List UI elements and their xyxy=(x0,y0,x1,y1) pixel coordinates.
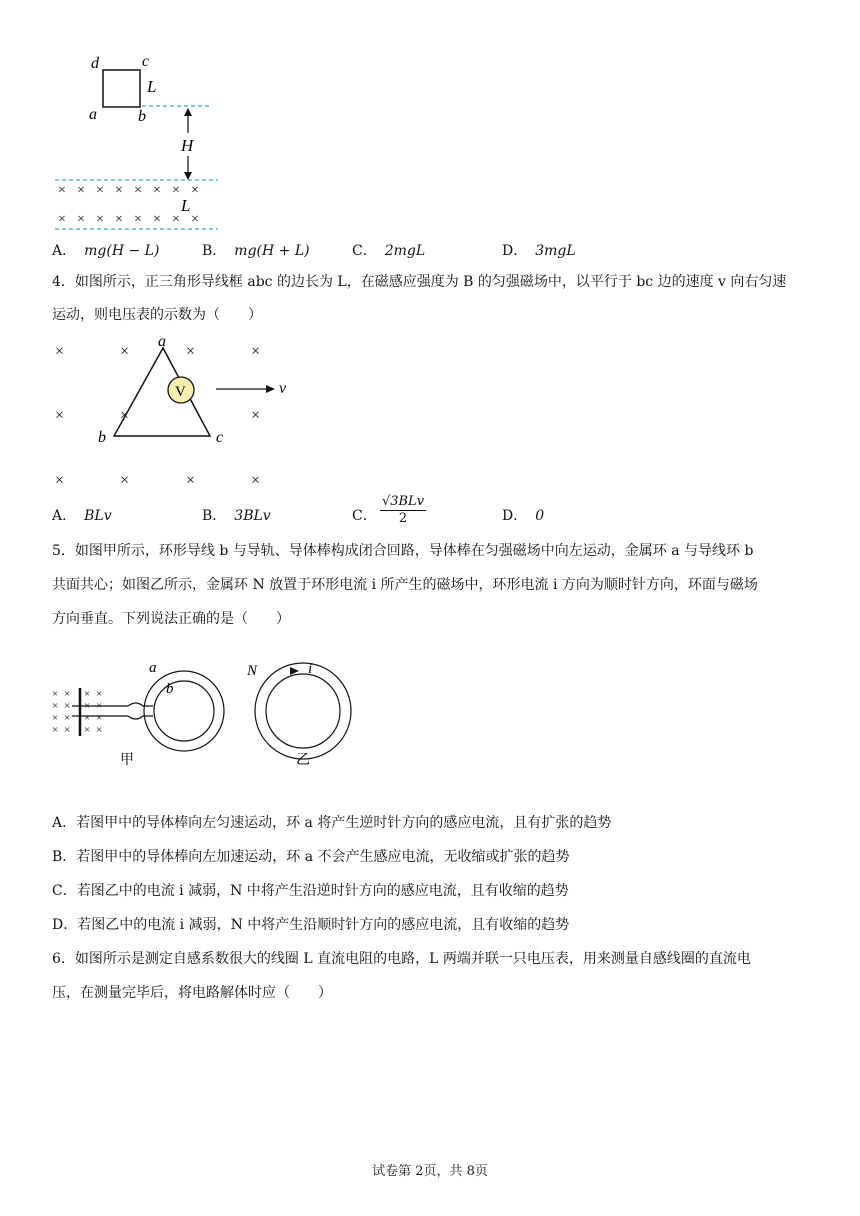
svg-text:×: × xyxy=(251,343,261,360)
svg-text:×: × xyxy=(52,700,59,712)
q5-stem-line3: 方向垂直。下列说法正确的是（ ） xyxy=(52,611,290,627)
q6-stem-line1: 6．如图所示是测定自感系数很大的线圈 L 直流电阻的电路，L 两端并联一只电压表，用来测量自感线圈的直流电 xyxy=(52,951,751,967)
label-b: b xyxy=(138,108,146,125)
q4-option-c-fraction xyxy=(380,494,426,526)
svg-text:×: × xyxy=(251,407,261,424)
square-loop xyxy=(103,70,140,107)
svg-text:×: × xyxy=(64,712,71,724)
svg-text:×: × xyxy=(77,183,85,198)
ring-N-inner xyxy=(266,674,340,748)
svg-text:×: × xyxy=(172,183,180,198)
q4-figure xyxy=(50,336,310,496)
label-H: H xyxy=(181,136,194,155)
ring-N-outer xyxy=(255,663,351,759)
svg-text:×: × xyxy=(115,212,123,227)
label-jia: 甲 xyxy=(120,753,134,768)
q4-option-a: A． BLv xyxy=(52,508,112,524)
q4-option-b: B． 3BLv xyxy=(202,508,271,524)
q3-option-c: C． 2mgL xyxy=(352,243,426,259)
q5-option-b: B．若图甲中的导体棒向左加速运动，环 a 不会产生感应电流，无收缩或扩张的趋势 xyxy=(52,849,570,865)
label-v: v xyxy=(279,380,287,397)
svg-text:×: × xyxy=(134,183,142,198)
q5-stem-line2: 共面共心；如图乙所示，金属环 N 放置于环形电流 i 所产生的磁场中，环形电流 i 方向为顺时针方向，环面与磁场 xyxy=(52,577,758,593)
q5-option-d: D．若图乙中的电流 i 减弱，N 中将产生沿顺时针方向的感应电流，且有收缩的趋势 xyxy=(52,917,570,933)
svg-text:×: × xyxy=(153,183,161,198)
q5-stem-line1: 5．如图甲所示，环形导线 b 与导轨、导体棒构成闭合回路，导体棒在匀强磁场中向左运动，金属环 a 与导线环 b xyxy=(52,543,754,559)
svg-text:×: × xyxy=(55,472,65,489)
svg-text:×: × xyxy=(134,212,142,227)
svg-text:×: × xyxy=(52,724,59,736)
q4-field-crosses xyxy=(55,343,260,489)
label-c: c xyxy=(216,429,224,446)
svg-text:×: × xyxy=(153,212,161,227)
svg-text:×: × xyxy=(186,472,196,489)
svg-text:×: × xyxy=(84,724,91,736)
q4-option-d: D． 0 xyxy=(502,508,545,524)
q3-figure xyxy=(50,48,230,234)
q3-option-d: D． 3mgL xyxy=(502,243,576,259)
q6-stem-line2: 压，在测量完毕后，将电路解体时应（ ） xyxy=(52,985,332,1001)
svg-text:×: × xyxy=(84,700,91,712)
label-a: a xyxy=(89,106,97,123)
ring-b xyxy=(154,681,214,741)
svg-text:×: × xyxy=(84,688,91,700)
q4-stem-line1: 4．如图所示，正三角形导线框 abc 的边长为 L，在磁感应强度为 B 的匀强磁场中，以平行于 bc 边的速度 v 向右匀速 xyxy=(52,274,787,290)
svg-text:×: × xyxy=(52,688,59,700)
svg-text:×: × xyxy=(96,688,103,700)
svg-text:×: × xyxy=(96,212,104,227)
q3-option-b: B． mg(H + L) xyxy=(202,243,310,259)
label-L-field: L xyxy=(181,196,191,215)
svg-text:×: × xyxy=(55,343,65,360)
label-yi: 乙 xyxy=(296,753,310,768)
svg-text:×: × xyxy=(115,183,123,198)
svg-text:×: × xyxy=(55,407,65,424)
jia-field-crosses xyxy=(52,688,102,736)
svg-text:×: × xyxy=(96,712,103,724)
q3-option-a: A． mg(H − L) xyxy=(52,243,160,259)
svg-text:×: × xyxy=(120,407,130,424)
svg-text:×: × xyxy=(52,712,59,724)
svg-text:×: × xyxy=(84,712,91,724)
ring-a-outer xyxy=(144,671,224,751)
svg-text:×: × xyxy=(77,212,85,227)
svg-text:×: × xyxy=(96,700,103,712)
fraction-numerator: √3BLv xyxy=(381,494,425,509)
svg-text:×: × xyxy=(191,212,199,227)
label-L-side: L xyxy=(147,77,157,96)
svg-text:×: × xyxy=(120,343,130,360)
svg-text:×: × xyxy=(58,183,66,198)
svg-text:×: × xyxy=(251,472,261,489)
field-crosses-row1 xyxy=(58,183,199,198)
label-a: a xyxy=(158,336,166,350)
q5-option-c: C．若图乙中的电流 i 减弱，N 中将产生沿逆时针方向的感应电流，且有收缩的趋势 xyxy=(52,883,569,899)
svg-text:×: × xyxy=(120,472,130,489)
svg-text:×: × xyxy=(58,212,66,227)
label-a: a xyxy=(149,660,157,676)
label-d: d xyxy=(91,55,99,72)
label-c: c xyxy=(142,53,150,70)
svg-text:×: × xyxy=(96,183,104,198)
svg-text:×: × xyxy=(64,700,71,712)
svg-text:×: × xyxy=(172,212,180,227)
voltmeter-label: V xyxy=(175,384,186,400)
q4-stem-line2: 运动，则电压表的示数为（ ） xyxy=(52,307,262,323)
svg-text:×: × xyxy=(64,688,71,700)
fraction-denominator: 2 xyxy=(398,511,408,526)
rail-bend xyxy=(128,703,153,719)
svg-text:×: × xyxy=(96,724,103,736)
label-N: N xyxy=(247,663,258,679)
label-b: b xyxy=(166,681,174,697)
q5-option-a: A．若图甲中的导体棒向左匀速运动，环 a 将产生逆时针方向的感应电流，且有扩张的趋势 xyxy=(52,815,612,831)
field-crosses-row2 xyxy=(58,212,199,227)
label-b: b xyxy=(98,429,106,446)
svg-text:×: × xyxy=(64,724,71,736)
svg-text:×: × xyxy=(191,183,199,198)
q4-option-c: C． xyxy=(352,508,377,524)
label-i: i xyxy=(308,661,313,677)
svg-text:×: × xyxy=(186,343,196,360)
page-footer: 试卷第 2页，共 8页 xyxy=(372,1164,488,1179)
q5-figure xyxy=(50,650,360,775)
